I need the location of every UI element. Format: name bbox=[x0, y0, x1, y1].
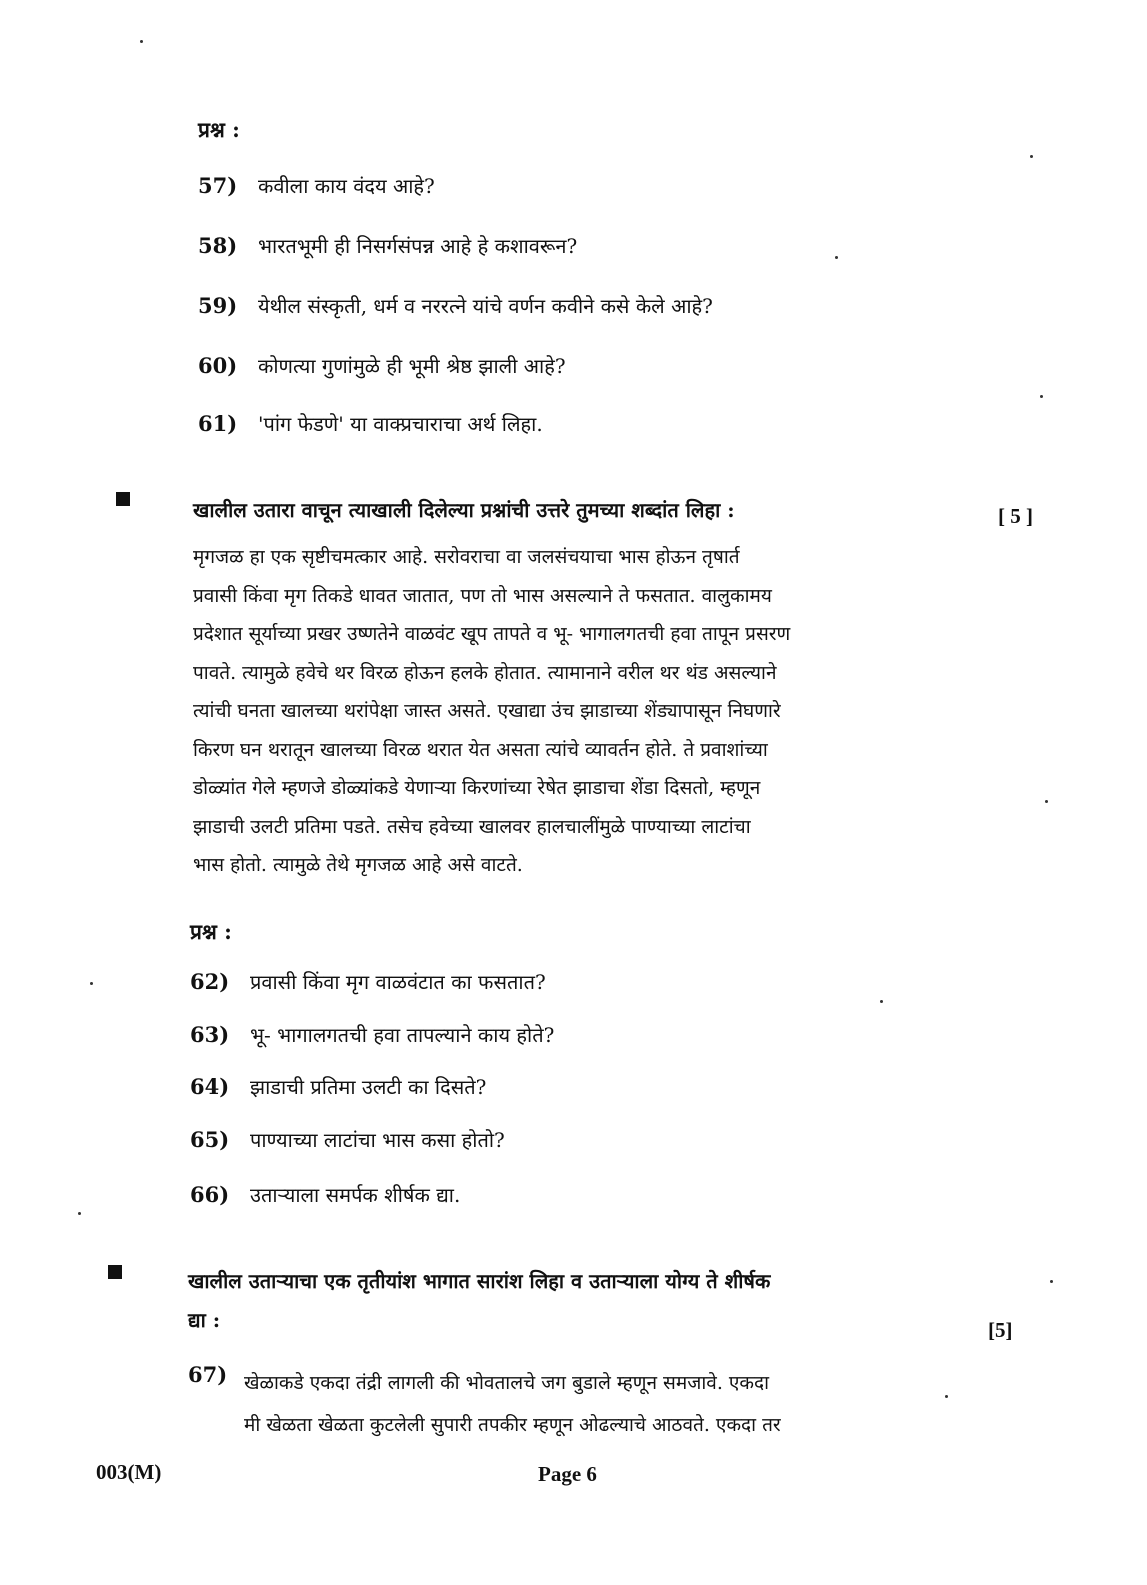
question-item bbox=[198, 410, 543, 437]
question-text: येथील संस्कृती, धर्म व नररत्ने यांचे वर्णन कवीने कसे केले आहे? bbox=[258, 294, 713, 318]
scan-speck bbox=[1045, 800, 1048, 803]
section-heading-continued: द्या : bbox=[188, 1308, 221, 1332]
passage-line: पावते. त्यामुळे हवेचे थर विरळ होऊन हलके होतात. त्यामानाने वरील थर थंड असल्याने bbox=[193, 661, 777, 684]
question-number: 66) bbox=[190, 1182, 230, 1207]
passage-line: भास होतो. त्यामुळे तेथे मृगजळ आहे असे वाटते. bbox=[193, 854, 523, 876]
scan-speck bbox=[880, 1000, 883, 1003]
question-item bbox=[190, 1073, 486, 1100]
passage-line: मी खेळता खेळता कुटलेली सुपारी तपकीर म्हणून ओढल्याचे आठवते. एकदा तर bbox=[244, 1414, 781, 1436]
scan-speck bbox=[1040, 395, 1043, 398]
passage-line: खेळाकडे एकदा तंद्री लागली की भोवतालचे जग बुडाले म्हणून समजावे. एकदा bbox=[244, 1372, 770, 1394]
section-bullet bbox=[116, 492, 130, 506]
question-number: 62) bbox=[190, 969, 230, 994]
question-item bbox=[198, 172, 435, 199]
question-number: 57) bbox=[198, 173, 238, 198]
marks-label: [ 5 ] bbox=[998, 504, 1033, 528]
question-text: कवीला काय वंदय आहे? bbox=[258, 174, 435, 198]
marks-label: [5] bbox=[988, 1318, 1013, 1342]
question-number: 61) bbox=[198, 411, 238, 436]
question-item bbox=[190, 1181, 460, 1208]
passage-line: मृगजळ हा एक सृष्टीचमत्कार आहे. सरोवराचा वा जलसंचयाचा भास होऊन तृषार्त bbox=[193, 546, 740, 568]
passage-line: प्रदेशात सूर्याच्या प्रखर उष्णतेने वाळवंट खूप तापते व भू- भागालगतची हवा तापून प्रसरण bbox=[193, 623, 791, 645]
question-number: 64) bbox=[190, 1074, 230, 1099]
question-item bbox=[198, 232, 577, 259]
question-item bbox=[190, 968, 546, 995]
section-heading: खालील उतारा वाचून त्याखाली दिलेल्या प्रश्नांची उत्तरे तुमच्या शब्दांत लिहा : bbox=[193, 498, 735, 522]
page-number: Page 6 bbox=[538, 1462, 597, 1486]
question-text: भू- भागालगतची हवा तापल्याने काय होते? bbox=[250, 1023, 555, 1047]
question-text: प्रवासी किंवा मृग वाळवंटात का फसतात? bbox=[250, 970, 546, 994]
passage-line: डोळ्यांत गेले म्हणजे डोळ्यांकडे येणाऱ्या किरणांच्या रेषेत झाडाचा शेंडा दिसतो, म्हणून bbox=[193, 777, 761, 799]
scan-speck bbox=[90, 982, 93, 985]
question-number: 67) bbox=[188, 1362, 228, 1387]
scan-speck bbox=[78, 1212, 81, 1215]
scan-speck bbox=[1030, 155, 1033, 158]
scan-speck bbox=[945, 1395, 948, 1398]
passage-line: त्यांची घनता खालच्या थरांपेक्षा जास्त असते. एखाद्या उंच झाडाच्या शेंड्यापासून निघणारे bbox=[193, 700, 781, 722]
scan-speck bbox=[140, 40, 143, 43]
section-heading: खालील उताऱ्याचा एक तृतीयांश भागात सारांश लिहा व उताऱ्याला योग्य ते शीर्षक bbox=[188, 1269, 771, 1293]
question-number: 65) bbox=[190, 1127, 230, 1152]
paper-code: 003(M) bbox=[96, 1460, 162, 1484]
section-bullet bbox=[108, 1265, 122, 1279]
question-item bbox=[198, 352, 566, 379]
question-item bbox=[190, 1021, 554, 1048]
passage-line: प्रवासी किंवा मृग तिकडे धावत जातात, पण तो भास असल्याने ते फसतात. वालुकामय bbox=[193, 584, 772, 607]
question-number: 58) bbox=[198, 233, 238, 258]
question-text: पाण्याच्या लाटांचा भास कसा होतो? bbox=[250, 1128, 505, 1152]
question-number: 63) bbox=[190, 1022, 230, 1047]
comprehension-passage bbox=[193, 538, 943, 885]
question-text: भारतभूमी ही निसर्गसंपन्न आहे हे कशावरून? bbox=[258, 234, 578, 258]
question-text: 'पांग फेडणे' या वाक्प्रचाराचा अर्थ लिहा. bbox=[258, 412, 543, 436]
questions-label: प्रश्न : bbox=[190, 919, 232, 944]
questions-label: प्रश्न : bbox=[198, 117, 240, 142]
passage-line: किरण घन थरातून खालच्या विरळ थरात येत असता त्यांचे व्यावर्तन होते. ते प्रवाशांच्या bbox=[193, 738, 768, 761]
question-number: 59) bbox=[198, 293, 238, 318]
scan-speck bbox=[1050, 1280, 1053, 1283]
question-item bbox=[190, 1126, 505, 1153]
question-text: उताऱ्याला समर्पक शीर्षक द्या. bbox=[250, 1183, 461, 1207]
question-text: झाडाची प्रतिमा उलटी का दिसते? bbox=[250, 1075, 487, 1099]
question-text: कोणत्या गुणांमुळे ही भूमी श्रेष्ठ झाली आहे? bbox=[258, 354, 566, 378]
question-item bbox=[198, 292, 713, 319]
passage-line: झाडाची उलटी प्रतिमा पडते. तसेच हवेच्या खालवर हालचालींमुळे पाण्याच्या लाटांचा bbox=[193, 815, 751, 838]
question-number: 60) bbox=[198, 353, 238, 378]
summary-passage bbox=[244, 1362, 944, 1446]
scan-speck bbox=[835, 256, 838, 259]
